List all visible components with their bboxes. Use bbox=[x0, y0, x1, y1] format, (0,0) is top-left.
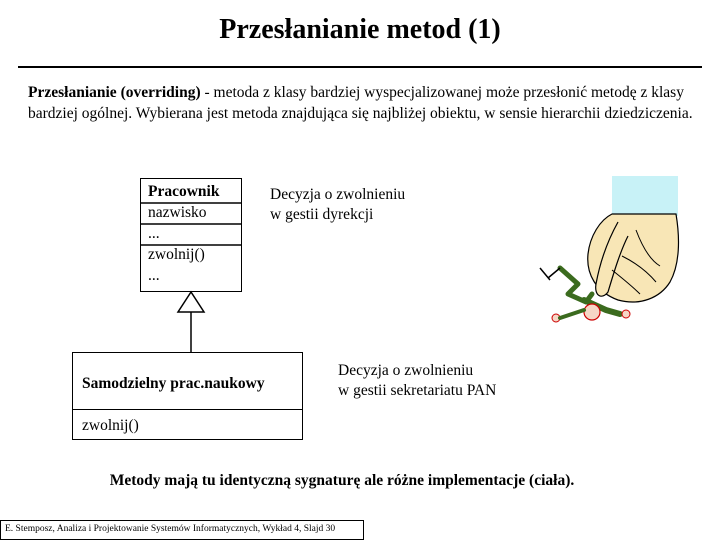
class-pracownik-method: ... bbox=[148, 267, 160, 284]
note-sekretariat-line: Decyzja o zwolnieniu bbox=[338, 362, 474, 379]
person-hand bbox=[622, 310, 630, 318]
person-head bbox=[584, 304, 600, 320]
intro-term-paren: (overriding) bbox=[120, 84, 201, 101]
note-dyrekcja-line: Decyzja o zwolnieniu bbox=[270, 186, 406, 203]
person-arm bbox=[560, 310, 584, 318]
person-shoes bbox=[540, 268, 560, 280]
class-samodzielny-name: Samodzielny prac.naukowy bbox=[82, 375, 265, 392]
slide-title: Przesłanianie metod (1) bbox=[219, 14, 501, 45]
slide-footer: E. Stemposz, Analiza i Projektowanie Systemów Informatycznych, Wykład 4, Slajd 30 bbox=[0, 520, 364, 540]
class-pracownik-name: Pracownik bbox=[148, 183, 220, 200]
hand-sleeve bbox=[612, 176, 678, 216]
summary-text: Metody mają tu identyczną sygnaturę ale różne implementacje (ciała). bbox=[109, 472, 575, 489]
note-dyrekcja-line: w gestii dyrekcji bbox=[270, 206, 374, 223]
class-samodzielny-method: zwolnij() bbox=[82, 417, 139, 434]
intro-text: - metoda z klasy bardziej wyspecjalizowanej może przesłonić metodę z klasy bardziej ogólnej. Wybierana jest metoda znajdująca się najbliżej obiektu, w sensie hierarchii dziedziczenia. bbox=[28, 84, 693, 122]
class-pracownik-method: zwolnij() bbox=[148, 246, 205, 263]
intro-term: Przesłanianie bbox=[28, 84, 117, 101]
class-pracownik-attr: ... bbox=[148, 225, 160, 242]
note-sekretariat-line: w gestii sekretariatu PAN bbox=[338, 382, 497, 399]
class-pracownik-attr: nazwisko bbox=[148, 204, 207, 221]
person-legs bbox=[560, 268, 592, 302]
